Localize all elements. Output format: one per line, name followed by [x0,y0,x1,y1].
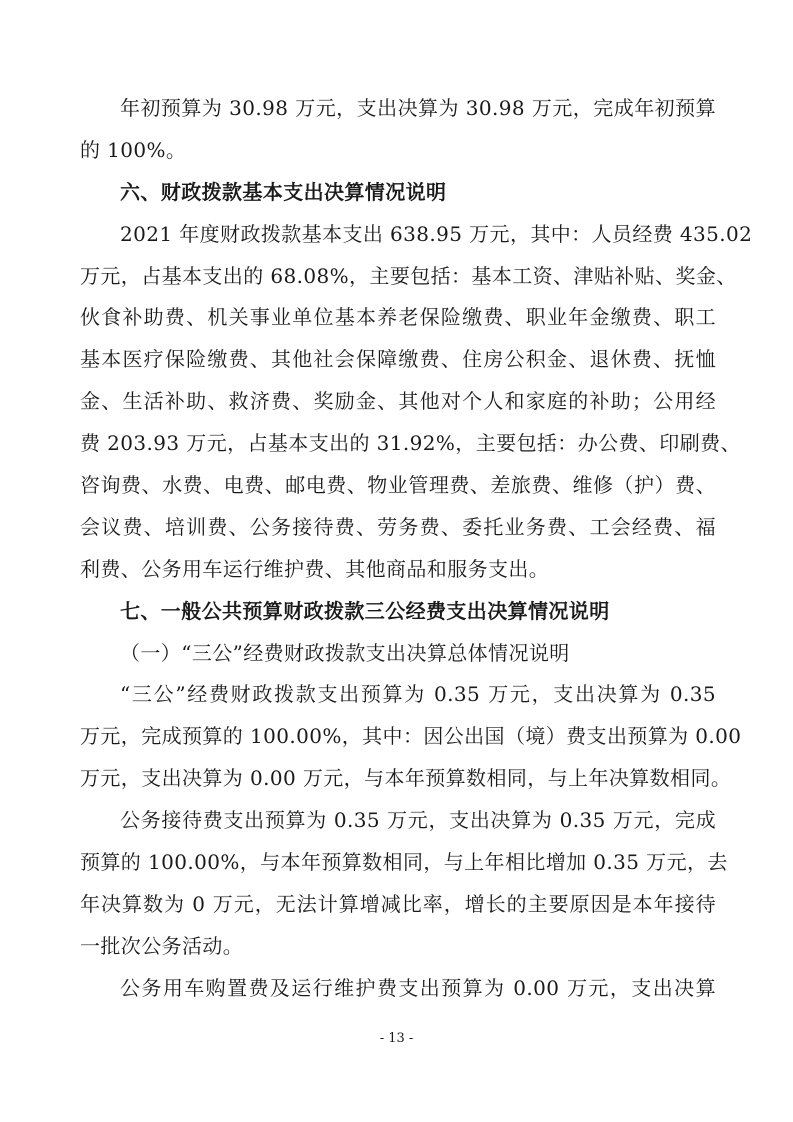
body-line: 公务接待费支出预算为 0.35 万元，支出决算为 0.35 万元，完成 [120,808,716,833]
body-line: 伙食补助费、机关事业单位基本养老保险缴费、职业年金缴费、职工 [80,305,716,330]
body-line: 咨询费、水费、电费、邮电费、物业管理费、差旅费、维修（护）费、 [80,473,716,498]
section-heading: 七、一般公共预算财政拨款三公经费支出决算情况说明 [120,598,610,623]
body-line: 年决算数为 0 万元，无法计算增减比率，增长的主要原因是本年接待 [80,891,716,916]
body-line: 万元，占基本支出的 68.08%，主要包括：基本工资、津贴补贴、奖金、 [80,263,737,288]
body-line: 公务用车购置费及运行维护费支出预算为 0.00 万元，支出决算 [120,975,716,1000]
document-body [80,88,753,1010]
page-number: - 13 - [379,1031,414,1046]
body-line: 金、生活补助、救济费、奖励金、其他对个人和家庭的补助；公用经 [80,389,716,414]
body-line: 年初预算为 30.98 万元，支出决算为 30.98 万元，完成年初预算 [120,96,716,120]
section-heading: 六、财政拨款基本支出决算情况说明 [120,179,447,204]
body-line: 的 100%。 [80,137,187,162]
body-line: 一批次公务活动。 [80,933,244,958]
body-line: “三公”经费财政拨款支出预算为 0.35 万元，支出决算为 0.35 [120,682,716,707]
body-line: 费 203.93 万元，占基本支出的 31.92%，主要包括：办公费、印刷费、 [80,431,741,456]
subsection-heading: （一）“三公”经费财政拨款支出决算总体情况说明 [120,640,570,665]
body-line: 预算的 100.00%，与本年预算数相同，与上年相比增加 0.35 万元，去 [80,850,728,875]
body-line: 万元，完成预算的 100.00%，其中：因公出国（境）费支出预算为 0.00 [80,724,742,749]
body-line: 会议费、培训费、公务接待费、劳务费、委托业务费、工会经费、福 [80,514,716,539]
body-line: 利费、公务用车运行维护费、其他商品和服务支出。 [80,556,550,581]
body-line: 2021 年度财政拨款基本支出 638.95 万元，其中：人员经费 435.02 [120,221,753,246]
body-line: 基本医疗保险缴费、其他社会保障缴费、住房公积金、退休费、抚恤 [80,347,716,372]
body-line: 万元，支出决算为 0.00 万元，与本年预算数相同，与上年决算数相同。 [80,766,732,791]
